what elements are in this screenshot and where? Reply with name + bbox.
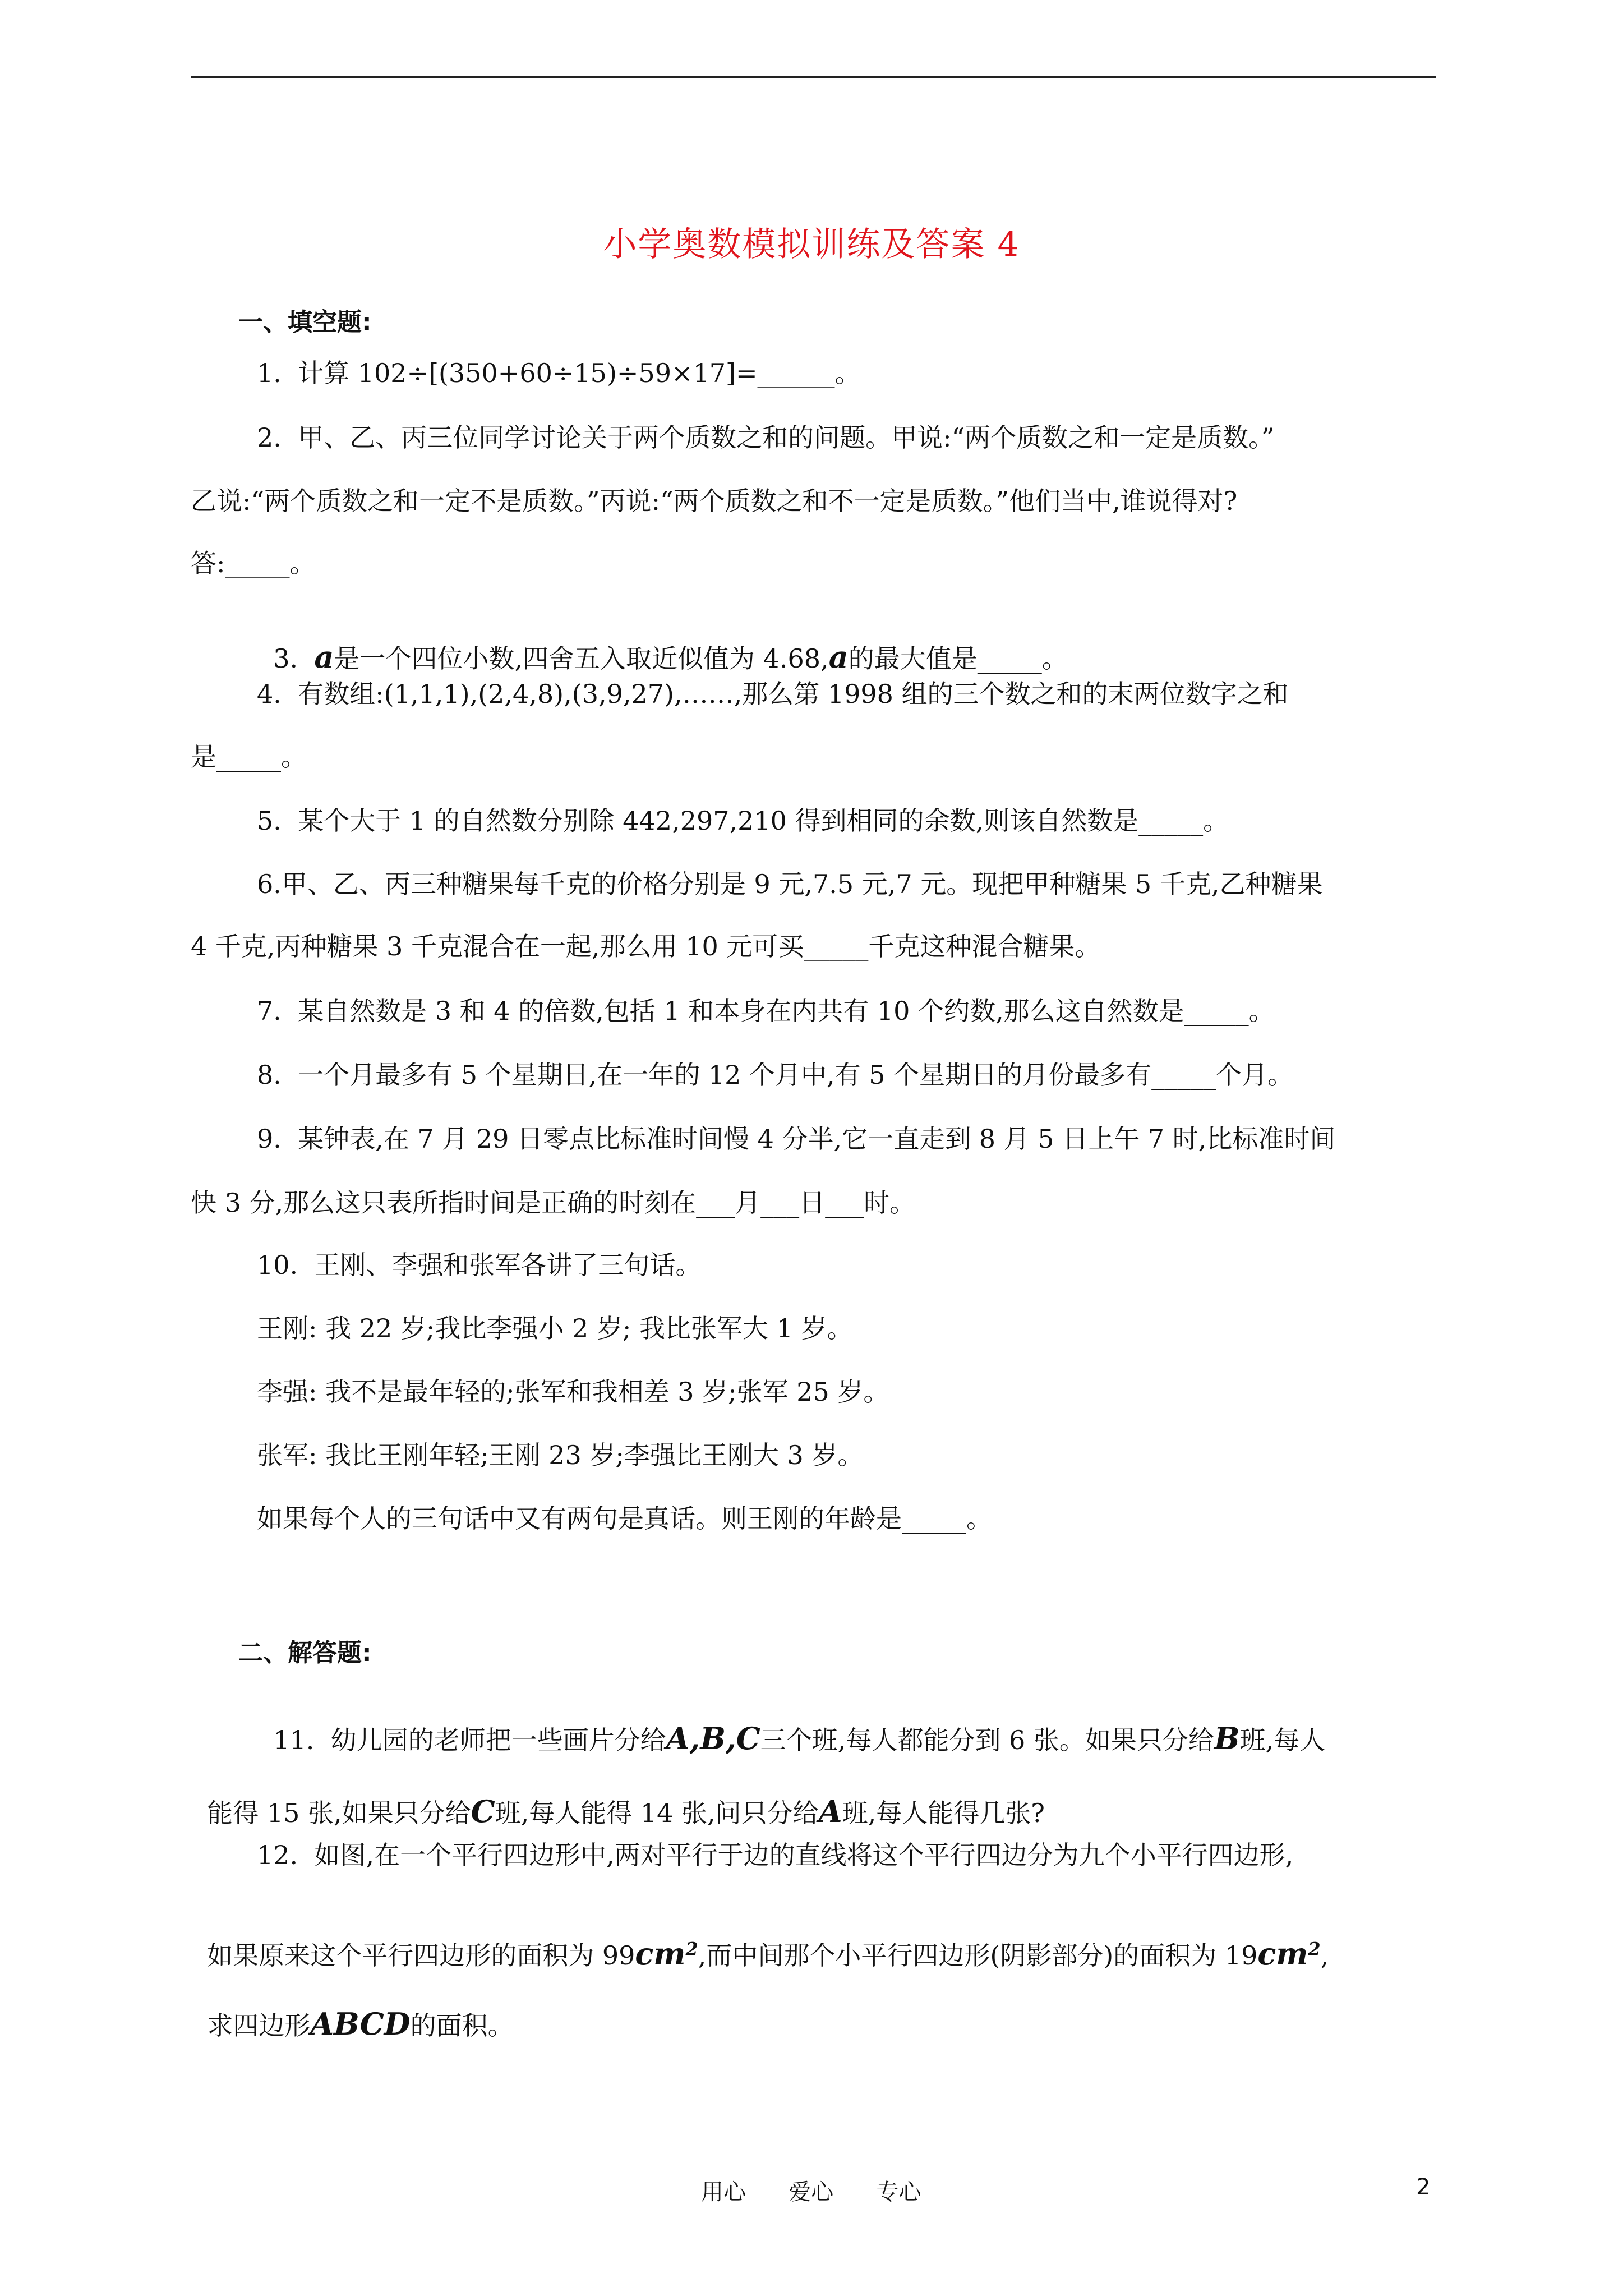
unit-exponent: 2 <box>1308 1938 1321 1960</box>
question-2-line-3: 答:_____。 <box>191 548 316 578</box>
question-12-line-3 <box>191 1983 514 2042</box>
section-problems: 二、解答题: <box>238 1639 372 1667</box>
variable-abcd: ABCD <box>310 2006 411 2042</box>
question-3-number: 3. <box>273 643 315 674</box>
variable-a: a <box>314 639 334 675</box>
question-12-text: ,而中间那个小平行四边形(阴影部分)的面积为 19 <box>698 1940 1258 1971</box>
question-12-text: 如果原来这个平行四边形的面积为 99 <box>207 1940 635 1971</box>
variable-a: a <box>828 639 849 675</box>
variable-c: C <box>471 1793 495 1829</box>
question-5: 5. 某个大于 1 的自然数分别除 442,297,210 得到相同的余数,则该自然数是_____。 <box>257 806 1229 836</box>
question-1: 1. 计算 102÷[(350+60÷15)÷59×17]=______。 <box>257 358 861 388</box>
question-4-line-1: 4. 有数组:(1,1,1),(2,4,8),(3,9,27),……,那么第 1998 组的三个数之和的末两位数字之和 <box>257 679 1289 709</box>
question-10-line-5: 如果每个人的三句话中又有两句是真话。则王刚的年龄是_____。 <box>257 1503 992 1534</box>
unit-cm: cm <box>635 1936 686 1972</box>
unit-cm: cm <box>1257 1936 1308 1972</box>
header-rule <box>191 76 1436 78</box>
question-9-line-2: 快 3 分,那么这只表所指时间是正确的时刻在___月___日___时。 <box>191 1188 916 1218</box>
question-10-line-4: 张军: 我比王刚年轻;王刚 23 岁;李强比王刚大 3 岁。 <box>257 1440 864 1470</box>
question-12-text: , <box>1320 1940 1329 1971</box>
question-3-text-end: 的最大值是_____。 <box>848 643 1068 674</box>
question-12-line-1: 12. 如图,在一个平行四边形中,两对平行于边的直线将这个平行四边分为九个小平行四边形, <box>257 1840 1294 1870</box>
question-11-text: 能得 15 张,如果只分给 <box>207 1798 471 1828</box>
section-fill-in: 一、填空题: <box>238 308 372 337</box>
question-7: 7. 某自然数是 3 和 4 的倍数,包括 1 和本身在内共有 10 个约数,那么这自然数是_____。 <box>257 996 1275 1026</box>
question-10-line-2: 王刚: 我 22 岁;我比李强小 2 岁; 我比张军大 1 岁。 <box>257 1313 853 1343</box>
question-12-text: 求四边形 <box>207 2010 311 2041</box>
question-11-text: 班,每人能得 14 张,问只分给 <box>495 1798 819 1828</box>
question-10-line-1: 10. 王刚、李强和张军各讲了三句话。 <box>257 1250 702 1280</box>
question-8: 8. 一个月最多有 5 个星期日,在一年的 12 个月中,有 5 个星期日的月份最多有_____个月。 <box>257 1060 1294 1090</box>
page-title: 小学奥数模拟训练及答案 4 <box>603 225 1020 264</box>
page-number: 2 <box>1416 2174 1431 2200</box>
question-10-line-3: 李强: 我不是最年轻的;张军和我相差 3 岁;张军 25 岁。 <box>257 1377 889 1407</box>
question-2-line-2: 乙说:“两个质数之和一定不是质数。”丙说:“两个质数之和不一定是质数。”他们当中,谁说得对? <box>191 486 1238 516</box>
question-3-text: 是一个四位小数,四舍五入取近似值为 4.68, <box>334 643 829 674</box>
question-12-text: 的面积。 <box>410 2010 514 2041</box>
question-11-text: 三个班,每人都能分到 6 张。如果只分给 <box>760 1725 1214 1755</box>
question-6-line-1: 6.甲、乙、丙三种糖果每千克的价格分别是 9 元,7.5 元,7 元。现把甲种糖果 5 千克,乙种糖果 <box>257 869 1323 899</box>
question-11-text: 班,每人 <box>1239 1725 1326 1755</box>
question-9-line-1: 9. 某钟表,在 7 月 29 日零点比标准时间慢 4 分半,它一直走到 8 月 5 日上午 7 时,比标准时间 <box>257 1124 1336 1154</box>
question-6-line-2: 4 千克,丙种糖果 3 千克混合在一起,那么用 10 元可买_____千克这种混合糖果。 <box>191 931 1101 961</box>
question-4-line-2: 是_____。 <box>191 742 307 772</box>
question-12-line-2 <box>191 1913 1329 1972</box>
question-3 <box>257 616 1068 675</box>
variable-b: B <box>1214 1720 1240 1756</box>
question-11-line-1 <box>257 1697 1325 1754</box>
question-11-text: 班,每人能得几张? <box>842 1798 1045 1828</box>
variable-a: A <box>818 1793 842 1829</box>
question-11-line-2 <box>191 1770 1045 1829</box>
question-11-text: 11. 幼儿园的老师把一些画片分给 <box>273 1725 666 1755</box>
unit-exponent: 2 <box>685 1938 698 1960</box>
question-2-line-1: 2. 甲、乙、丙三位同学讨论关于两个质数之和的问题。甲说:“两个质数之和一定是质数。” <box>257 422 1275 453</box>
footer-motto: 用心 爱心 专心 <box>701 2179 921 2205</box>
variable-abc: A,B,C <box>666 1720 760 1756</box>
